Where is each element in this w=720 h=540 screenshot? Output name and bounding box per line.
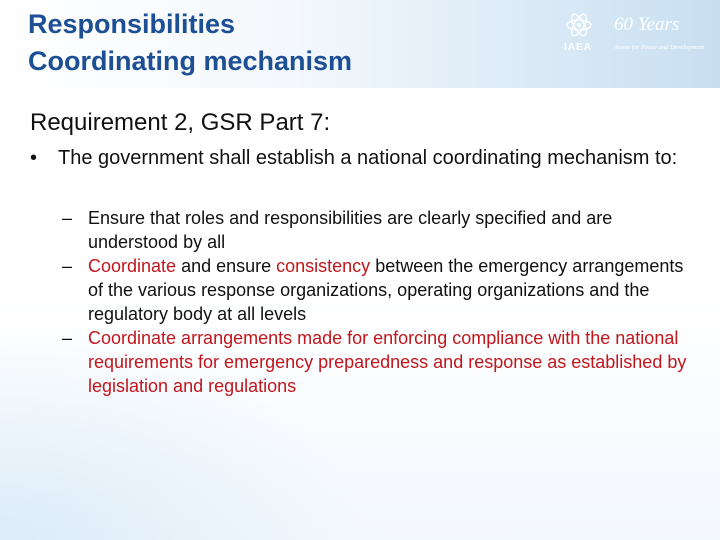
main-bullet-text: The government shall establish a national coordinating mechanism to: xyxy=(58,147,678,169)
highlight-coordinate: Coordinate xyxy=(88,256,177,276)
sub-bullet-text: and ensure xyxy=(176,256,277,276)
logo-tagline: Atoms for Peace and Development xyxy=(614,44,705,51)
main-bullet xyxy=(30,145,690,171)
dash-marker: – xyxy=(62,328,73,348)
highlight-consistency: consistency xyxy=(276,256,371,276)
dash-marker: – xyxy=(62,256,73,276)
iaea-logo xyxy=(560,8,710,58)
sub-bullet-enforcing-compliance xyxy=(62,326,702,398)
bullet-marker: • xyxy=(30,147,38,169)
dash-marker: – xyxy=(62,208,73,228)
highlight-coordinate-arrangements: Coordinate arrangements made for enforcing compliance with the national requirements for emergency preparedness and response as established by legislation and regulations xyxy=(88,328,687,396)
sub-bullet-roles xyxy=(62,206,702,254)
requirement-heading: Requirement 2, GSR Part 7: xyxy=(30,109,331,136)
sub-bullet-coordinate-consistency xyxy=(62,254,702,326)
logo-org-name: IAEA xyxy=(564,42,592,53)
slide-title xyxy=(28,6,352,80)
title-line-2: Coordinating mechanism xyxy=(28,46,353,76)
title-line-1: Responsibilities xyxy=(28,9,236,39)
iaea-emblem-icon xyxy=(564,10,594,40)
sub-bullet-text: Ensure that roles and responsibilities are clearly specified and are understood by all xyxy=(88,208,613,252)
logo-anniversary: 60 Years xyxy=(614,14,680,35)
sub-bullet-text: between the emergency arrangements of the various response organizations, operating organizations and the regulatory body at all levels xyxy=(88,256,684,324)
sub-bullet-list xyxy=(62,206,702,398)
